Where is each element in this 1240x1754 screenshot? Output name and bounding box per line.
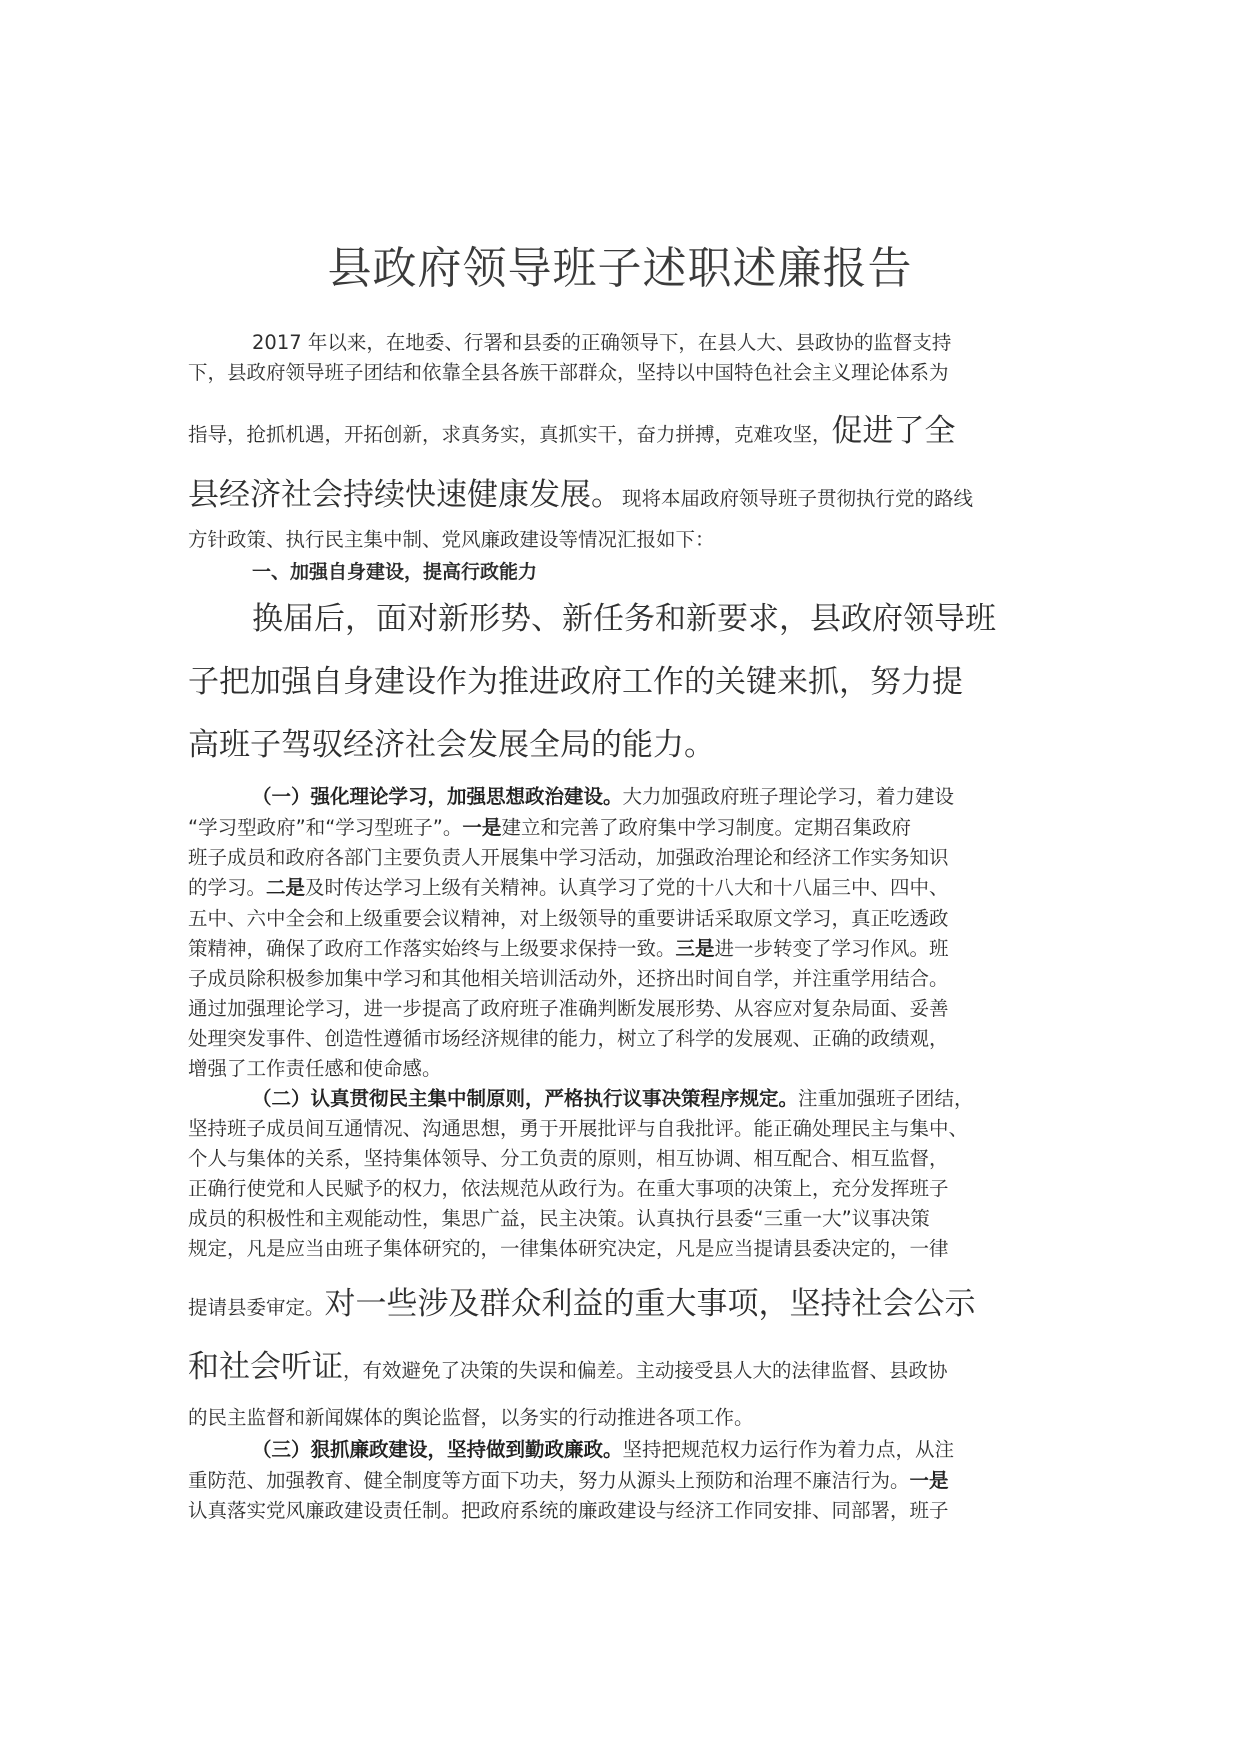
sub3-line-3: 认真落实党风廉政建设责任制。把政府系统的廉政建设与经济工作同安排、同部署，班子 — [188, 1499, 949, 1522]
sub2-line-9: 的民主监督和新闻媒体的舆论监督，以务实的行动推进各项工作。 — [188, 1406, 754, 1429]
sub1-line-4: 的学习。二是及时传达学习上级有关精神。认真学习了党的十八大和十八届三中、四中、 — [188, 876, 949, 899]
sub3-line-1: （三）狠抓廉政建设，坚持做到勤政廉政。坚持把规范权力运行作为着力点，从注 — [252, 1438, 955, 1461]
intro-line-5: 方针政策、执行民主集中制、党风廉政建设等情况汇报如下： — [188, 528, 715, 551]
sub1-line-10: 增强了工作责任感和使命感。 — [188, 1057, 442, 1080]
sub2-line-8: 和社会听证，有效避免了决策的失误和偏差。主动接受县人大的法律监督、县政协 — [188, 1349, 948, 1385]
sub3-line-2: 重防范、加强教育、健全制度等方面下功夫，努力从源头上预防和治理不廉洁行为。一是 — [188, 1469, 949, 1492]
sub-heading-3: （三）狠抓廉政建设，坚持做到勤政廉政。 — [252, 1438, 623, 1461]
sub2-line-3: 个人与集体的关系，坚持集体领导、分工负责的原则，相互协调、相互配合、相互监督， — [188, 1147, 949, 1170]
sub1-line-6: 策精神，确保了政府工作落实始终与上级要求保持一致。三是进一步转变了学习作风。班 — [188, 937, 949, 960]
section-heading-1: 一、加强自身建设，提高行政能力 — [252, 561, 538, 583]
sub-heading-1: （一）强化理论学习，加强思想政治建设。 — [252, 785, 623, 808]
document-title: 县政府领导班子述职述廉报告 — [327, 243, 913, 294]
sub2-line-6: 规定，凡是应当由班子集体研究的，一律集体研究决定，凡是应当提请县委决定的，一律 — [188, 1237, 949, 1260]
sub1-line-2: “学习型政府”和“学习型班子”。一是建立和完善了政府集中学习制度。定期召集政府 — [188, 816, 911, 839]
sub1-line-9: 处理突发事件、创造性遵循市场经济规律的能力，树立了科学的发展观、正确的政绩观， — [188, 1027, 949, 1050]
sub2-line-4: 正确行使党和人民赋予的权力，依法规范从政行为。在重大事项的决策上，充分发挥班子 — [188, 1177, 949, 1200]
intro-line-2: 下，县政府领导班子团结和依靠全县各族干部群众，坚持以中国特色社会主义理论体系为 — [188, 361, 949, 384]
sub1-line-5: 五中、六中全会和上级重要会议精神，对上级领导的重要讲话采取原文学习，真正吃透政 — [188, 907, 949, 930]
sub2-line-1: （二）认真贯彻民主集中制原则，严格执行议事决策程序规定。注重加强班子团结， — [252, 1087, 974, 1110]
sub1-line-8: 通过加强理论学习，进一步提高了政府班子准确判断发展形势、从容应对复杂局面、妥善 — [188, 997, 949, 1020]
intro-line-1: 2017 年以来，在地委、行署和县委的正确领导下，在县人大、县政协的监督支持 — [252, 331, 952, 354]
sub1-line-1: （一）强化理论学习，加强思想政治建设。大力加强政府班子理论学习，着力建设 — [252, 785, 955, 808]
sub2-line-7: 提请县委审定。对一些涉及群众利益的重大事项，坚持社会公示 — [188, 1286, 976, 1322]
section1-para-line-2: 子把加强自身建设作为推进政府工作的关键来抓，努力提 — [188, 664, 963, 700]
sub-heading-2: （二）认真贯彻民主集中制原则，严格执行议事决策程序规定。 — [252, 1087, 799, 1110]
sub2-line-5: 成员的积极性和主观能动性，集思广益，民主决策。认真执行县委“三重一大”议事决策 — [188, 1207, 930, 1230]
intro-line-4: 县经济社会持续快速健康发展。现将本届政府领导班子贯彻执行党的路线 — [188, 477, 974, 513]
section1-para-line-1: 换届后，面对新形势、新任务和新要求，县政府领导班 — [252, 601, 996, 637]
intro-line-3: 指导，抢抓机遇，开拓创新，求真务实，真抓实干，奋力拼搏，克难攻坚，促进了全 — [188, 413, 956, 449]
sub1-line-7: 子成员除积极参加集中学习和其他相关培训活动外，还挤出时间自学，并注重学用结合。 — [188, 967, 949, 990]
section1-para-line-3: 高班子驾驭经济社会发展全局的能力。 — [188, 727, 715, 763]
sub1-line-3: 班子成员和政府各部门主要负责人开展集中学习活动，加强政治理论和经济工作实务知识 — [188, 846, 949, 869]
sub2-line-2: 坚持班子成员间互通情况、沟通思想，勇于开展批评与自我批评。能正确处理民主与集中、 — [188, 1117, 969, 1140]
